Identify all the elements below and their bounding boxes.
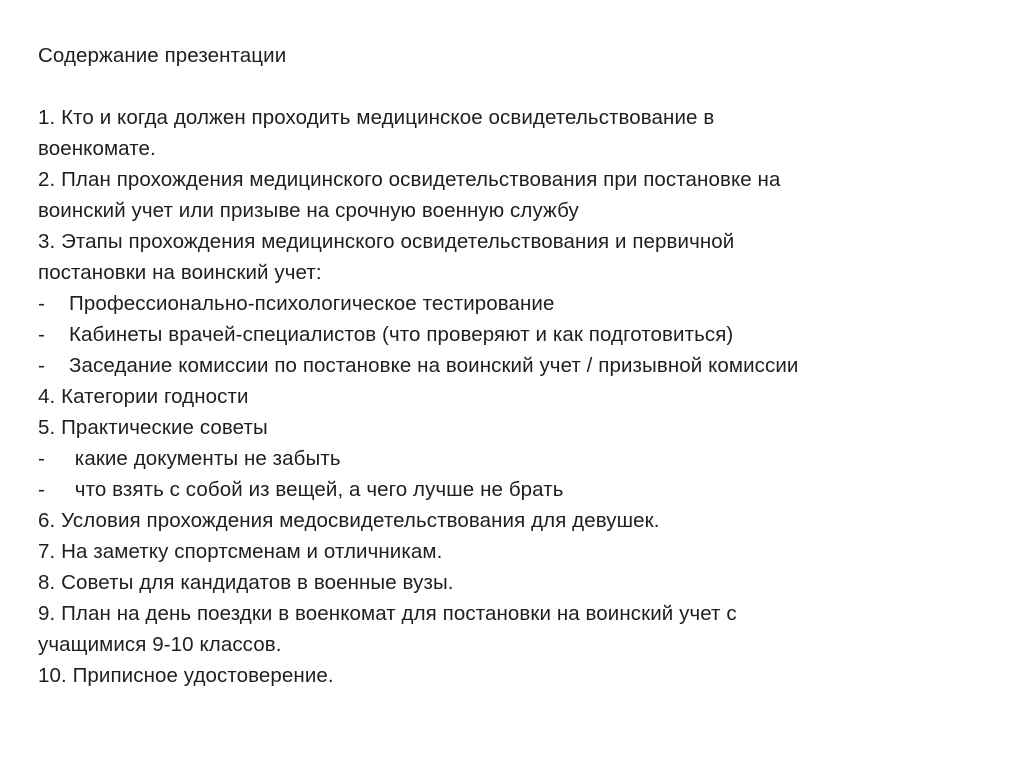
contents-line: воинский учет или призыве на срочную военную службу	[38, 199, 579, 222]
contents-line: 6. Условия прохождения медосвидетельствования для девушек.	[38, 509, 660, 532]
bullet-item	[38, 288, 988, 319]
bullet-dash: -	[38, 323, 45, 346]
slide-title: Содержание презентации	[38, 44, 287, 67]
contents-line: 9. План на день поездки в военкомат для постановки на воинский учет с	[38, 602, 737, 625]
contents-line: 8. Советы для кандидатов в военные вузы.	[38, 571, 454, 594]
bullet-text: Кабинеты врачей-специалистов (что проверяют и как подготовиться)	[69, 323, 734, 346]
contents-line: 1. Кто и когда должен проходить медицинское освидетельствование в	[38, 106, 715, 129]
bullet-text: Заседание комиссии по постановке на воинский учет / призывной комиссии	[69, 354, 799, 377]
bullet-text: Профессионально-психологическое тестирование	[69, 292, 555, 315]
contents-line: 2. План прохождения медицинского освидетельствования при постановке на	[38, 168, 781, 191]
contents-line: 3. Этапы прохождения медицинского освидетельствования и первичной	[38, 230, 735, 253]
bullet-dash: -	[38, 478, 45, 501]
contents-line: постановки на воинский учет:	[38, 261, 322, 284]
contents-line: учащимися 9-10 классов.	[38, 633, 282, 656]
blank-line	[38, 71, 988, 102]
contents-line: 7. На заметку спортсменам и отличникам.	[38, 540, 443, 563]
bullet-item	[38, 474, 988, 505]
bullet-text: какие документы не забыть	[69, 447, 341, 470]
bullet-item	[38, 443, 988, 474]
bullet-dash: -	[38, 292, 45, 315]
contents-line: военкомате.	[38, 137, 156, 160]
contents-line: 4. Категории годности	[38, 385, 249, 408]
contents-list	[38, 102, 988, 691]
slide-content	[38, 40, 988, 691]
contents-line: 5. Практические советы	[38, 416, 268, 439]
bullet-dash: -	[38, 447, 45, 470]
bullet-item	[38, 350, 988, 381]
bullet-item	[38, 319, 988, 350]
bullet-text: что взять с собой из вещей, а чего лучше не брать	[69, 478, 564, 501]
bullet-dash: -	[38, 354, 45, 377]
contents-line: 10. Приписное удостоверение.	[38, 664, 334, 687]
